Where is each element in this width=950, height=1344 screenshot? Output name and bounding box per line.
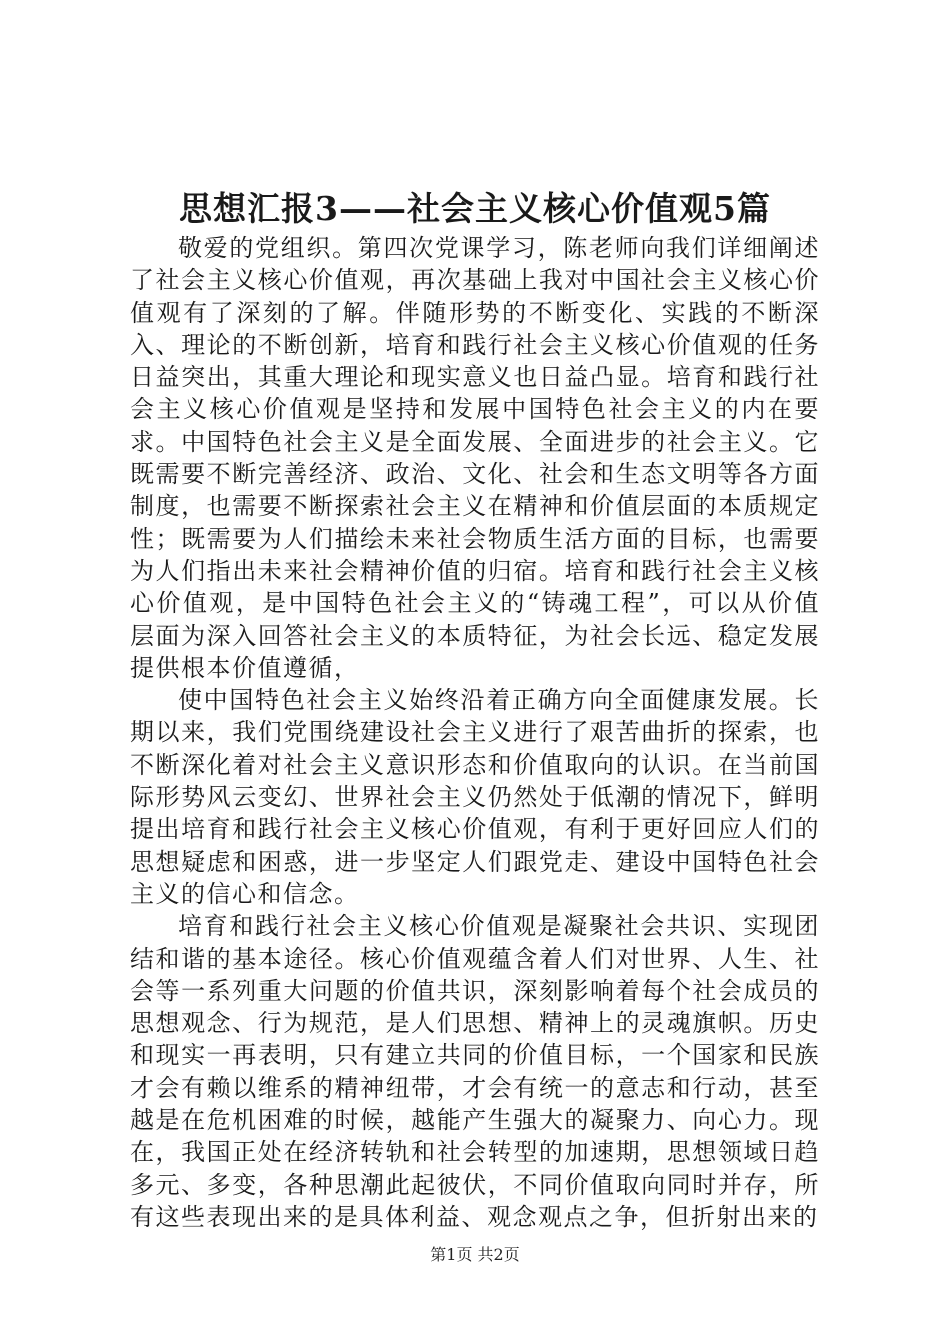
page-number: 第1页 [430,1245,473,1264]
paragraph-3: 培育和践行社会主义核心价值观是凝聚社会共识、实现团结和谐的基本途径。核心价值观蕴含着人们对世界、人生、社会等一系列重大问题的价值共识，深刻影响着每个社会成员的思想观念、行为规范，是人们思想、精神上的灵魂旗帜。历史和现实一再表明，只有建立共同的价值目标，一个国家和民族才会有赖以维系的精神纽带，才会有统一的意志和行动，甚至越是在危机困难的时候，越能产生强大的凝聚力、向心力。现在，我国正处在经济转轨和社会转型的加速期，思想领域日趋多元、多变，各种思潮此起彼伏，不同价值取向同时并存，所有这些表现出来的是具体利益、观念观点之争，但折射出来的 [130,912,820,1231]
document-body [130,232,820,1233]
paragraph-1: 敬爱的党组织。第四次党课学习，陈老师向我们详细阐述了社会主义核心价值观，再次基础上我对中国社会主义核心价值观有了深刻的了解。伴随形势的不断变化、实践的不断深入、理论的不断创新，培育和践行社会主义核心价值观的任务日益突出，其重大理论和现实意义也日益凸显。培育和践行社会主义核心价值观是坚持和发展中国特色社会主义的内在要求。中国特色社会主义是全面发展、全面进步的社会主义。它既需要不断完善经济、政治、文化、社会和生态文明等各方面制度，也需要不断探索社会主义在精神和价值层面的本质规定性；既需要为人们描绘未来社会物质生活方面的目标，也需要为人们指出未来社会精神价值的归宿。培育和践行社会主义核心价值观，是中国特色社会主义的“铸魂工程”，可以从价值层面为深入回答社会主义的本质特征，为社会长远、稳定发展提供根本价值遵循， [130,234,820,682]
page-footer [0,1244,950,1266]
paragraph-2: 使中国特色社会主义始终沿着正确方向全面健康发展。长期以来，我们党围绕建设社会主义进行了艰苦曲折的探索，也不断深化着对社会主义意识形态和价值取向的认识。在当前国际形势风云变幻、世界社会主义仍然处于低潮的情况下，鲜明提出培育和践行社会主义核心价值观，有利于更好回应人们的思想疑虑和困惑，进一步坚定人们跟党走、建设中国特色社会主义的信心和信念。 [130,686,820,908]
document-title: 思想汇报3——社会主义核心价值观5篇 [179,189,771,228]
page-total: 共2页 [477,1245,520,1264]
